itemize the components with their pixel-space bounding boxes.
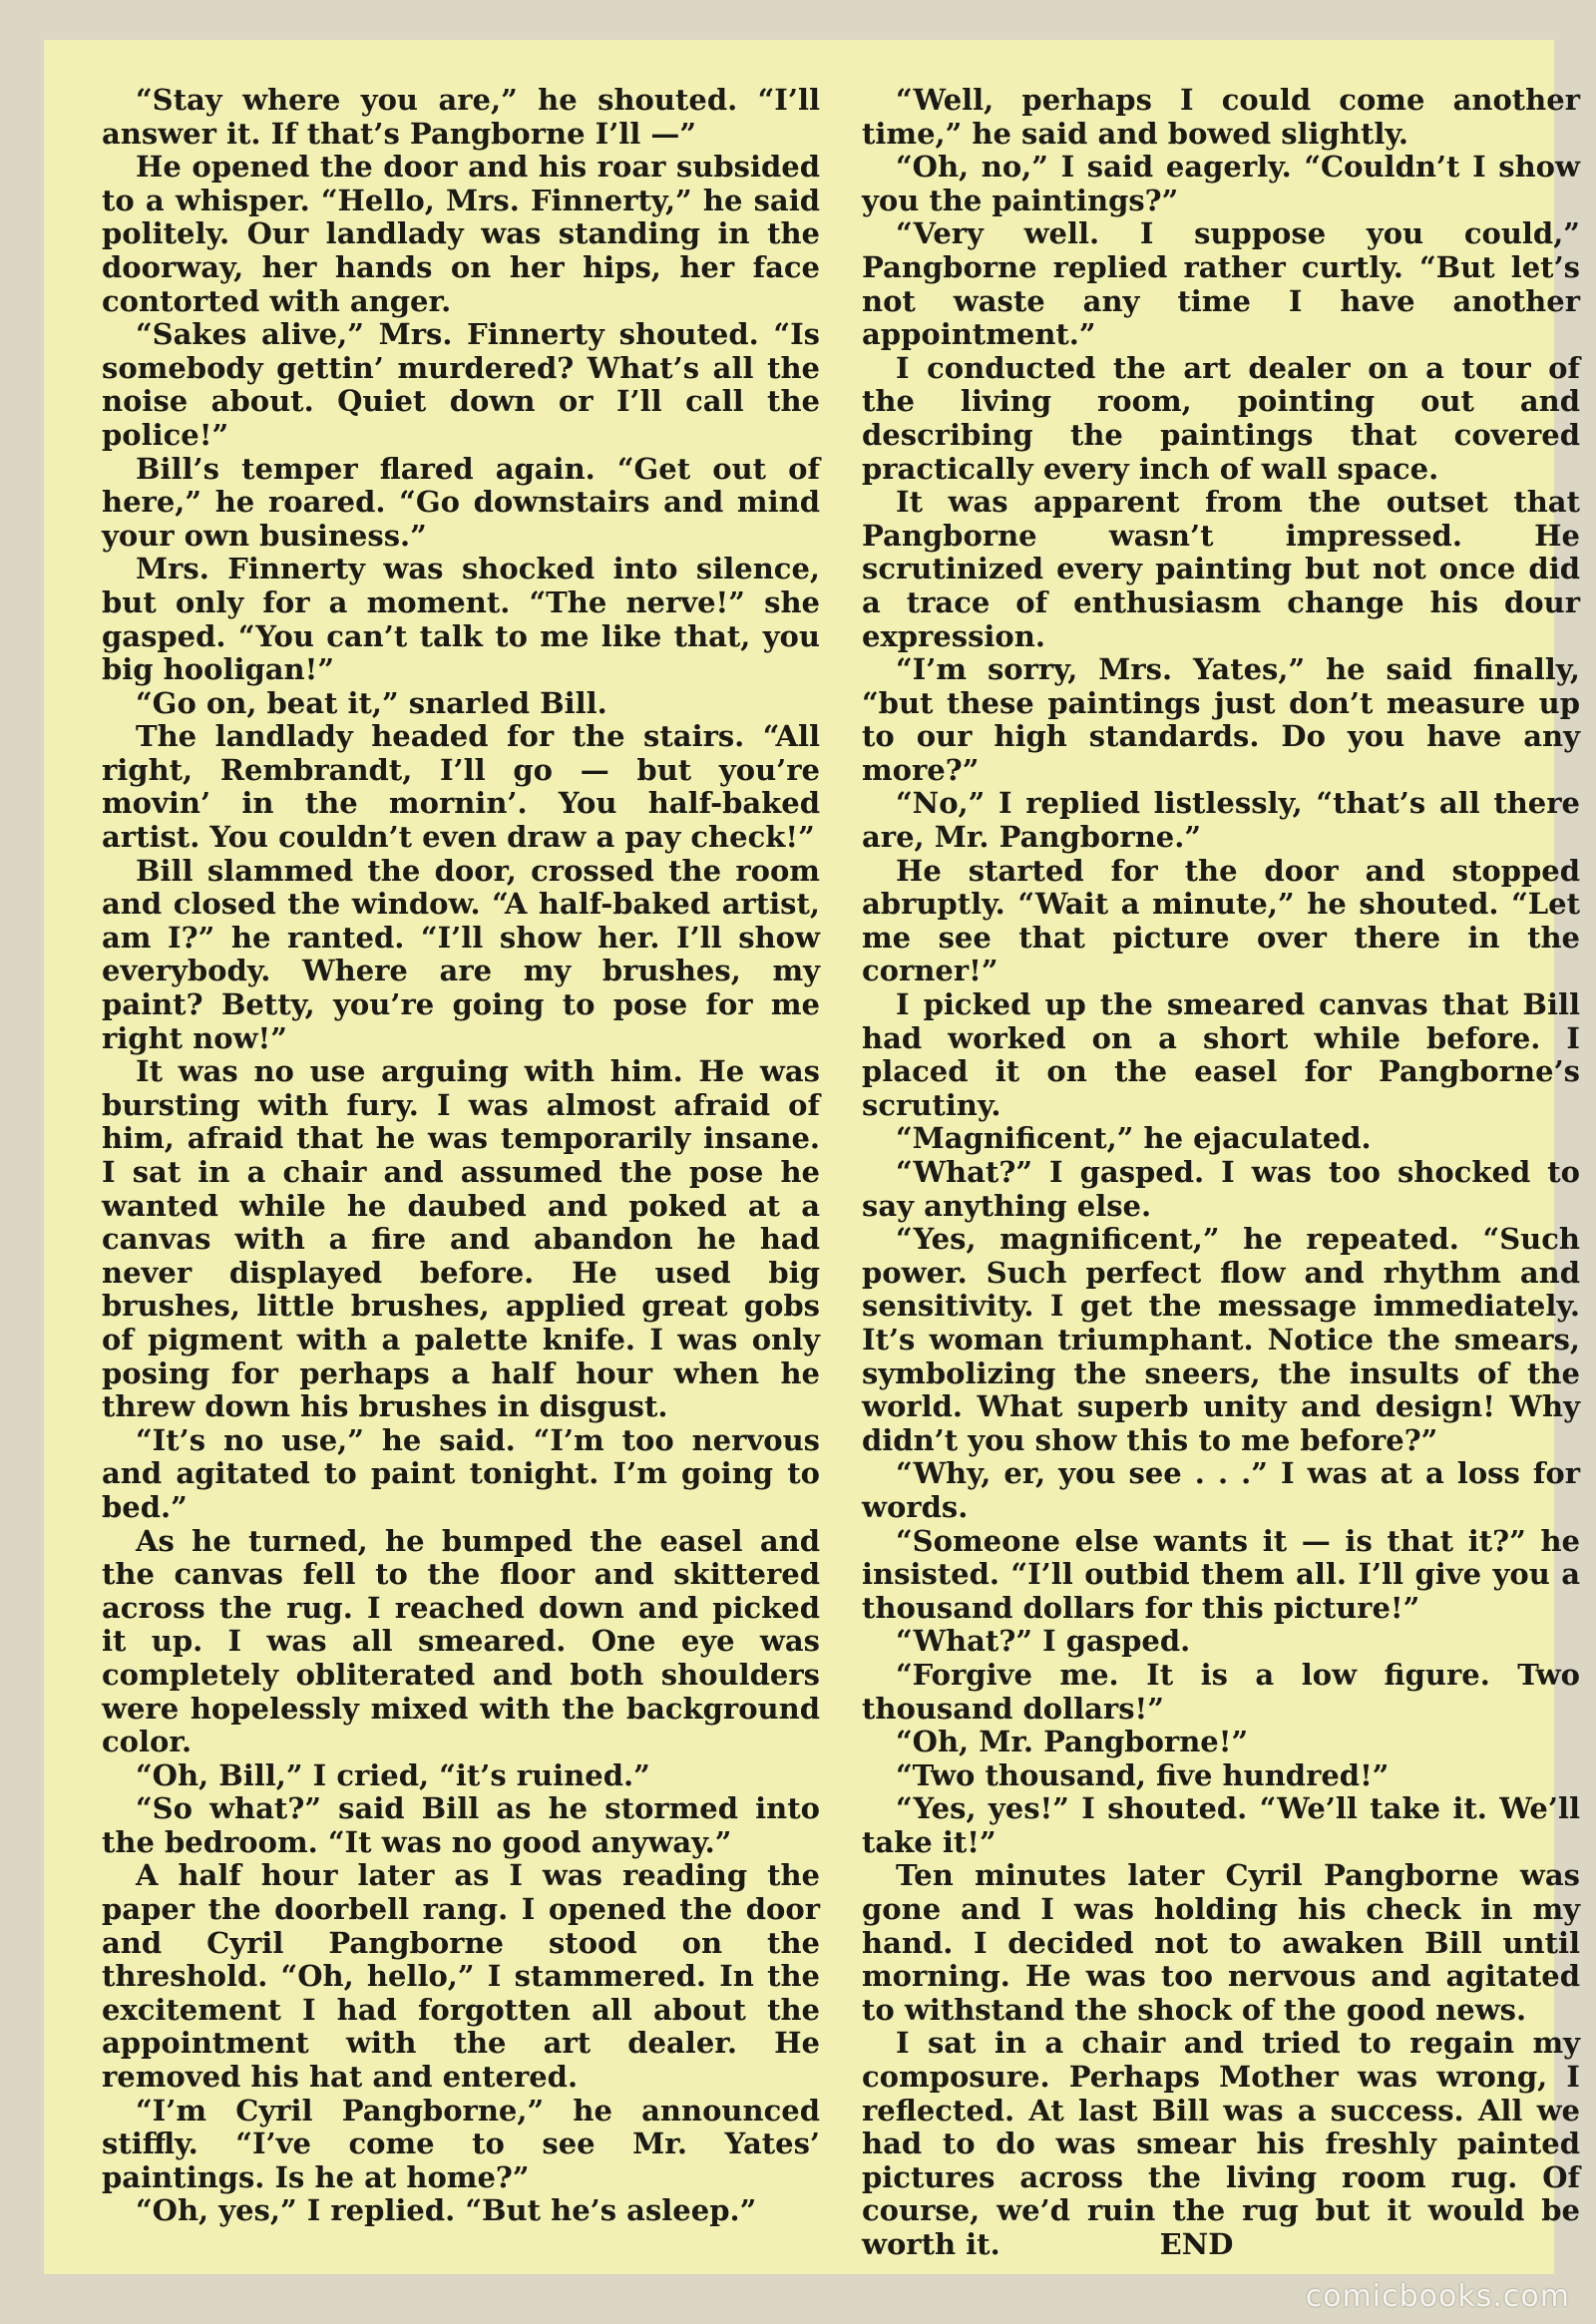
paragraph: “Two thousand, five hundred!”	[896, 1757, 1390, 1792]
paragraph: Ten minutes later Cyril Pangborne was gone and I was holding his check in my hand. I decided not to awaken Bill until morning. He was too nervous and agitated to withstand the shock of the good news.	[862, 1858, 1580, 2027]
paragraph: A half hour later as I was reading the paper the doorbell rang. I opened the door and Cyril Pangborne stood on the threshold. “Oh, hello,” I stammered. In the excitement I had forgotten all about the appointment with the art dealer. He removed his hat and entered.	[102, 1858, 820, 2095]
paragraph: “Very well. I suppose you could,” Pangborne replied rather curtly. “But let’s not waste any time I have another appointment.”	[862, 216, 1580, 352]
paragraph: He opened the door and his roar subsided to a whisper. “Hello, Mrs. Finnerty,” he said politely. Our landlady was standing in the doorway, her hands on her hips, her face contorted with anger.	[102, 150, 820, 318]
paragraph: He started for the door and stopped abruptly. “Wait a minute,” he shouted. “Let me see that picture over there in the corner!”	[862, 853, 1580, 988]
paragraph: “Sakes alive,” Mrs. Finnerty shouted. “Is somebody gettin’ murdered? What’s all the noise about. Quiet down or I’ll call the police!”	[102, 317, 820, 452]
final-paragraph	[862, 2027, 1580, 2261]
paragraph: It was apparent from the outset that Pangborne wasn’t impressed. He scrutinized every painting but not once did a trace of enthusiasm change his dour expression.	[862, 485, 1580, 653]
paragraph: “Well, perhaps I could come another time,” he said and bowed slightly.	[862, 83, 1580, 151]
story-page	[44, 40, 1580, 2274]
paragraph: Bill’s temper flared again. “Get out of here,” he roared. “Go downstairs and mind your own business.”	[102, 451, 820, 553]
paragraph: “I’m Cyril Pangborne,” he announced stiffly. “I’ve come to see Mr. Yates’ paintings. Is he at home?”	[102, 2093, 820, 2194]
paragraph: “Why, er, you see . . .” I was at a loss for words.	[862, 1456, 1580, 1524]
left-column	[102, 84, 820, 2228]
paragraph: Bill slammed the door, crossed the room and closed the window. “A half-baked artist, am I?” he ranted. “I’ll show her. I’ll show everybody. Where are my brushes, my paint? Betty, you’re going to pose for me right now!”	[102, 853, 820, 1055]
site-watermark: comicbooks.com	[1305, 2279, 1570, 2314]
paragraph: “Yes, yes!” I shouted. “We’ll take it. We’ll take it!”	[862, 1791, 1580, 1859]
paragraph: “It’s no use,” he said. “I’m too nervous and agitated to paint tonight. I’m going to bed.”	[102, 1422, 820, 1524]
paragraph: “Forgive me. It is a low figure. Two thousand dollars!”	[862, 1657, 1580, 1726]
paragraph: Mrs. Finnerty was shocked into silence, but only for a moment. “The nerve!” she gasped. “You can’t talk to me like that, you big hooligan!”	[102, 552, 820, 687]
paragraph: I picked up the smeared canvas that Bill had worked on a short while before. I placed it on the easel for Pangborne’s scrutiny.	[862, 987, 1580, 1122]
paragraph: “Stay where you are,” he shouted. “I’ll answer it. If that’s Pangborne I’ll —”	[102, 83, 820, 151]
right-column	[862, 84, 1580, 2262]
paragraph: “Oh, no,” I said eagerly. “Couldn’t I show you the paintings?”	[862, 150, 1580, 217]
paragraph: “Oh, yes,” I replied. “But he’s asleep.”	[136, 2193, 757, 2228]
paragraph: “I’m sorry, Mrs. Yates,” he said finally, “but these paintings just don’t measure up to our high standards. Do you have any more?”	[862, 652, 1580, 787]
paragraph: As he turned, he bumped the easel and the canvas fell to the floor and skittered across the rug. I reached down and picked it up. I was all smeared. One eye was completely obliterated and both shoulders were hopelessly mixed with the background color.	[102, 1523, 820, 1759]
paragraph: The landlady headed for the stairs. “All right, Rembrandt, I’ll go — but you’re movin’ in the mornin’. You half-baked artist. You couldn’t even draw a pay check!”	[102, 719, 820, 855]
paragraph: “What?” I gasped.	[896, 1624, 1191, 1659]
paragraph: “Magnificent,” he ejaculated.	[896, 1121, 1372, 1156]
paragraph: “What?” I gasped. I was too shocked to say anything else.	[862, 1155, 1580, 1223]
paragraph: It was no use arguing with him. He was bursting with fury. I was almost afraid of him, afraid that he was temporarily insane. I sat in a chair and assumed the pose he wanted while he daubed and poked at a canvas with a fire and abandon he had never displayed before. He used big brushes, little brushes, applied great gobs of pigment with a palette knife. I was only posing for perhaps a half hour when he threw down his brushes in disgust.	[102, 1054, 820, 1424]
paragraph: “Someone else wants it — is that it?” he insisted. “I’ll outbid them all. I’ll give you a thousand dollars for this picture!”	[862, 1523, 1580, 1625]
paragraph: “Oh, Mr. Pangborne!”	[896, 1725, 1249, 1759]
paragraph: “Oh, Bill,” I cried, “it’s ruined.”	[136, 1757, 650, 1792]
paragraph: “No,” I replied listlessly, “that’s all there are, Mr. Pangborne.”	[862, 786, 1580, 855]
final-paragraph-text: I sat in a chair and tried to regain my composure. Perhaps Mother was wrong, I reflected. At last Bill was a success. All we had to do was smear his freshly painted pictures across the living room rug. Of course, we’d ruin the rug but it would be worth it.	[862, 2026, 1580, 2261]
end-mark: END	[1159, 2227, 1234, 2261]
paragraph: I conducted the art dealer on a tour of the living room, pointing out and describing the paintings that covered practically every inch of wall space.	[862, 350, 1580, 486]
paragraph: “Go on, beat it,” snarled Bill.	[136, 685, 607, 720]
paragraph: “So what?” said Bill as he stormed into the bedroom. “It was no good anyway.”	[102, 1791, 820, 1859]
paragraph: “Yes, magnificent,” he repeated. “Such power. Such perfect flow and rhythm and sensitivity. I get the message immediately. It’s woman triumphant. Notice the smears, symbolizing the sneers, the insults of the world. What superb unity and design! Why didn’t you show this to me before?”	[862, 1222, 1580, 1457]
